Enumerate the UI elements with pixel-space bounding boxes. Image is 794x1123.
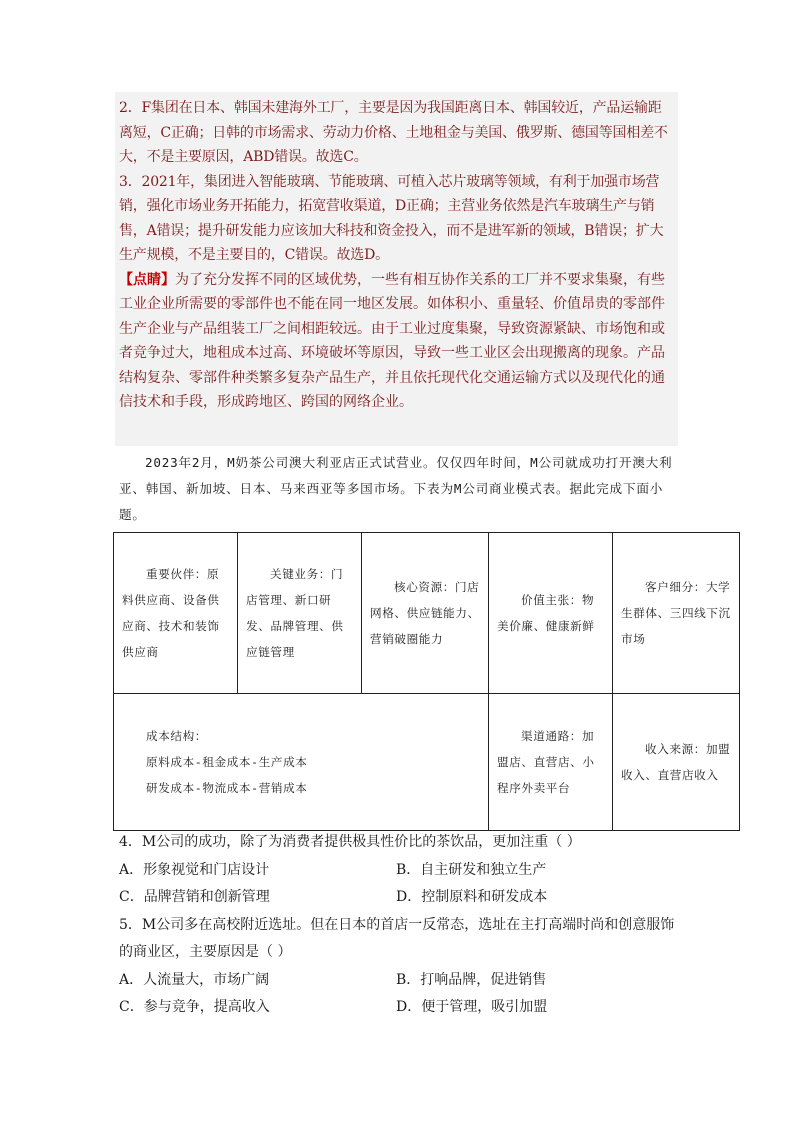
cost-line-1: 原料成本-租金成本-生产成本 (146, 755, 308, 769)
q4-stem: 4．M公司的成功，除了为消费者提供极具性价比的茶饮品，更加注重（ ） (119, 834, 581, 850)
table-row (114, 694, 740, 831)
q4-option-d[interactable]: D．控制原料和研发成本 (396, 889, 548, 905)
tip-text: 为了充分发挥不同的区域优势，一些有相互协作关系的工厂并不要求集聚，有些工业企业所需要的零部件也不能在同一地区发展。如体积小、重量轻、价值昂贵的零部件生产企业与产品组装工厂之间相距较远。由于工业过度集聚，导致资源紧缺、市场饱和或者竞争过大，地租成本过高、环境破坏等原因，导致一些工业区会出现搬离的现象。产品结构复杂、零部件种类繁多复杂产品生产，并且依托现代化交通运输方式以及现代化的通信技术和手段，形成跨地区、跨国的网络企业。 (119, 271, 665, 410)
analysis-block (115, 92, 678, 446)
cell-core-resources: 核心资源：门店网格、供应链能力、营销破圈能力 (362, 533, 489, 694)
intro-text: 2023年2月，M奶茶公司澳大利亚店正式试营业。仅仅四年时间，M公司就成功打开澳大利亚、韩国、新加坡、日本、马来西亚等多国市场。下表为M公司商业模式表。据此完成下面小题。 (119, 455, 673, 522)
cell-channels: 渠道通路：加盟店、直营店、小程序外卖平台 (489, 694, 613, 831)
questions-block (119, 829, 685, 1022)
q5-option-a[interactable]: A．人流量大，市场广阔 (119, 971, 270, 988)
q5-option-c[interactable]: C．参与竞争，提高收入 (119, 999, 270, 1015)
q4-options-row-2 (119, 884, 685, 912)
cell-cost-structure (114, 694, 489, 831)
table-row (114, 533, 740, 694)
cost-line-2: 研发成本-物流成本-营销成本 (146, 781, 308, 795)
cell-partners: 重要伙伴：原料供应商、设备供应商、技术和装饰供应商 (114, 533, 238, 694)
cost-title: 成本结构： (146, 729, 207, 743)
analysis-tip (119, 268, 674, 415)
q4-option-a[interactable]: A．形象视觉和门店设计 (119, 861, 270, 878)
q5-option-b[interactable]: B．打响品牌，促进销售 (396, 971, 547, 988)
analysis-q3: 3．2021年，集团进入智能玻璃、节能玻璃、可植入芯片玻璃等领域，有利于加强市场营销，强化市场业务开拓能力，拓宽营收渠道，D正确；主营业务依然是汽车玻璃生产与销售，A错误；提升研发能力应该加大科技和资金投入，而不是进军新的领域，B错误；扩大生产规模，不是主要目的，C错误。故选D。 (119, 173, 664, 263)
cell-income: 收入来源：加盟收入、直营店收入 (613, 694, 740, 831)
question-intro (119, 450, 679, 528)
cell-key-business: 关键业务：门店管理、新口研发、品牌管理、供应链管理 (238, 533, 362, 694)
q4-option-c[interactable]: C．品牌营销和创新管理 (119, 889, 270, 905)
q5-options-row-2 (119, 994, 685, 1022)
q5-options-row-1 (119, 967, 685, 995)
q4-option-b[interactable]: B．自主研发和独立生产 (396, 861, 547, 878)
q4-options-row-1 (119, 857, 685, 885)
q5-option-d[interactable]: D．便于管理，吸引加盟 (396, 999, 548, 1015)
cell-customers: 客户细分：大学生群体、三四线下沉市场 (613, 533, 740, 694)
cell-value: 价值主张：物美价廉、健康新鲜 (489, 533, 613, 694)
tip-tag: 【点睛】 (119, 271, 175, 288)
q5-stem: 5．M公司多在高校附近选址。但在日本的首店一反常态，选址在主打高端时尚和创意服饰的商业区，主要原因是（ ） (119, 916, 675, 960)
analysis-q2: 2．F集团在日本、韩国未建海外工厂，主要是因为我国距离日本、韩国较近，产品运输距离短，C正确；日韩的市场需求、劳动力价格、土地租金与美国、俄罗斯、德国等国相差不大，不是主要原因，ABD错误。故选C。 (119, 100, 668, 165)
business-model-table (113, 532, 740, 831)
